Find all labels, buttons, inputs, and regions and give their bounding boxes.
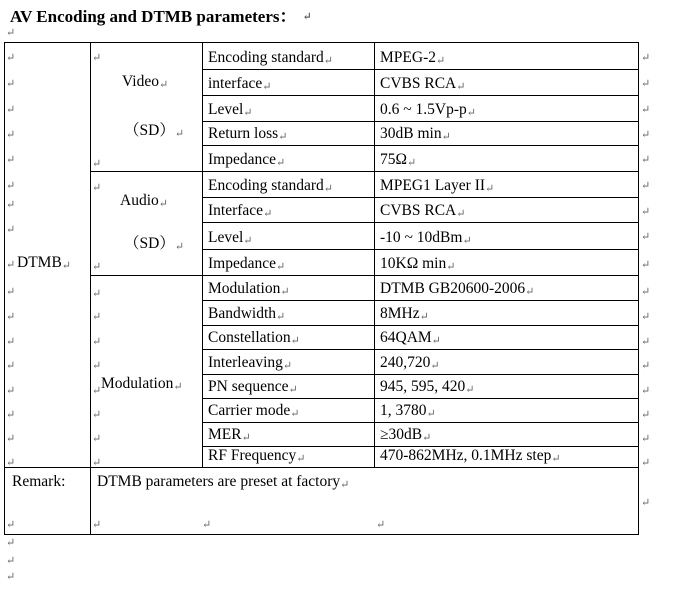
paragraph-mark: ↵	[462, 235, 472, 247]
paragraph-mark: ↵	[641, 286, 651, 298]
paragraph-mark: ↵	[525, 286, 535, 298]
paragraph-mark: ↵	[288, 384, 298, 396]
paragraph-mark: ↵	[290, 408, 300, 420]
param-name: Encoding standard↵	[208, 49, 334, 67]
paragraph-mark: ↵	[92, 288, 102, 300]
paragraph-mark: ↵	[6, 519, 16, 531]
paragraph-mark: ↵	[551, 453, 561, 465]
paragraph-mark: ↵	[262, 81, 272, 93]
paragraph-mark: ↵	[323, 55, 334, 67]
param-value: 1, 3780↵	[380, 402, 436, 420]
paragraph-mark: ↵	[466, 107, 476, 119]
paragraph-mark: ↵	[419, 311, 429, 323]
paragraph-mark: ↵	[641, 52, 651, 64]
paragraph-mark: ↵	[641, 409, 651, 421]
paragraph-mark: ↵	[282, 360, 293, 372]
paragraph-mark: ↵	[441, 131, 451, 143]
param-value: CVBS RCA↵	[380, 202, 466, 220]
paragraph-mark: ↵	[641, 433, 651, 445]
paragraph-mark: ↵	[6, 259, 16, 271]
paragraph-mark: ↵	[276, 311, 286, 323]
paragraph-mark: ↵	[278, 131, 288, 143]
paragraph-mark: ↵	[6, 336, 16, 348]
paragraph-mark: ↵	[641, 259, 651, 271]
paragraph-mark: ↵	[641, 385, 651, 397]
paragraph-mark: ↵	[641, 180, 651, 192]
paragraph-mark: ↵	[202, 519, 212, 531]
param-value: 945, 595, 420↵	[380, 378, 475, 396]
paragraph-mark: ↵	[276, 261, 286, 273]
paragraph-mark: ↵	[456, 208, 466, 220]
paragraph-mark: ↵	[6, 180, 16, 192]
paragraph-mark: ↵	[641, 497, 651, 509]
paragraph-mark: ↵	[92, 457, 102, 469]
paragraph-mark: ↵	[641, 154, 651, 166]
param-value: DTMB GB20600-2006↵	[380, 280, 535, 298]
param-value: 10KΩ min↵	[380, 255, 456, 273]
paragraph-mark: ↵	[6, 457, 16, 469]
paragraph-mark: ↵	[641, 457, 651, 469]
paragraph-mark: ↵	[92, 52, 102, 64]
param-value: MPEG1 Layer II↵	[380, 177, 495, 195]
paragraph-mark: ↵	[6, 537, 16, 549]
group-sublabel-video: （SD）↵	[124, 122, 185, 140]
paragraph-mark: ↵	[485, 183, 495, 195]
paragraph-mark: ↵	[323, 183, 334, 195]
paragraph-mark: ↵	[6, 385, 16, 397]
paragraph-mark: ↵	[92, 158, 102, 170]
paragraph-mark: ↵	[376, 519, 386, 531]
paragraph-mark: ↵	[92, 336, 102, 348]
paragraph-mark: ↵	[92, 182, 102, 194]
paragraph-mark: ↵	[92, 385, 102, 397]
param-name: Encoding standard↵	[208, 177, 334, 195]
paragraph-mark: ↵	[92, 360, 102, 372]
group-sublabel-audio: （SD）↵	[124, 235, 185, 253]
paragraph-mark: ↵	[92, 433, 102, 445]
group-label-audio: Audio↵	[120, 192, 168, 210]
param-name: Impedance↵	[208, 255, 286, 273]
paragraph-mark: ↵	[243, 107, 253, 119]
paragraph-mark: ↵	[6, 104, 16, 116]
paragraph-mark: ↵	[6, 129, 16, 141]
paragraph-mark: ↵	[6, 409, 16, 421]
paragraph-mark: ↵	[6, 154, 16, 166]
document-title	[10, 2, 312, 27]
paragraph-mark: ↵	[641, 311, 651, 323]
param-name: Carrier mode↵	[208, 402, 300, 420]
paragraph-mark: ↵	[6, 555, 16, 567]
paragraph-mark: ↵	[407, 157, 417, 169]
paragraph-mark: ↵	[6, 199, 16, 211]
param-name: RF Frequency↵	[208, 447, 306, 465]
param-name: Impedance↵	[208, 151, 286, 169]
paragraph-mark: ↵	[290, 335, 300, 347]
paragraph-mark: ↵	[641, 231, 651, 243]
param-name: PN sequence↵	[208, 378, 298, 396]
param-value: 240,720↵	[380, 354, 440, 372]
paragraph-mark: ↵	[6, 78, 16, 90]
param-value: MPEG-2↵	[380, 49, 446, 67]
param-name: Level↵	[208, 101, 253, 119]
paragraph-mark: ↵	[6, 52, 16, 64]
param-name: Level↵	[208, 229, 253, 247]
paragraph-mark: ↵	[641, 360, 651, 372]
paragraph-mark: ↵	[446, 261, 456, 273]
paragraph-mark: ↵	[6, 311, 16, 323]
param-value: 64QAM↵	[380, 329, 441, 347]
remark-text: DTMB parameters are preset at factory↵	[97, 473, 350, 491]
paragraph-mark: ↵	[6, 224, 16, 236]
paragraph-mark: ↵	[426, 408, 436, 420]
param-value: 0.6 ~ 1.5Vp-p↵	[380, 101, 476, 119]
paragraph-mark: ↵	[465, 384, 475, 396]
paragraph-mark: ↵	[276, 157, 286, 169]
paragraph-mark: ↵	[422, 432, 432, 444]
paragraph-mark: ↵	[456, 81, 466, 93]
paragraph-mark: ↵	[92, 261, 102, 273]
paragraph-mark: ↵	[92, 409, 102, 421]
title-text: AV Encoding and DTMB parameters：	[10, 7, 297, 26]
param-value: -10 ~ 10dBm↵	[380, 229, 472, 247]
paragraph-mark: ↵	[6, 433, 16, 445]
param-name: Interleaving↵	[208, 354, 293, 372]
param-value: ≥30dB↵	[380, 426, 432, 444]
group-label-modulation: Modulation↵	[101, 375, 183, 393]
param-value: 30dB min↵	[380, 125, 451, 143]
param-name: MER↵	[208, 426, 251, 444]
paragraph-mark: ↵	[430, 360, 440, 372]
param-value: 75Ω↵	[380, 151, 417, 169]
paragraph-mark: ↵	[435, 55, 446, 67]
paragraph-mark: ↵	[280, 286, 290, 298]
paragraph-mark: ↵	[92, 519, 102, 531]
paragraph-mark: ↵	[641, 78, 651, 90]
paragraph-mark: ↵	[641, 206, 651, 218]
paragraph-mark: ↵	[6, 286, 16, 298]
section-label-dtmb: DTMB↵	[17, 254, 72, 272]
paragraph-mark: ↵	[263, 208, 273, 220]
paragraph-mark: ↵	[641, 104, 651, 116]
remark-label: Remark:	[12, 473, 66, 490]
paragraph-mark: ↵	[6, 360, 16, 372]
paragraph-mark: ↵	[243, 235, 253, 247]
paragraph-mark: ↵	[302, 11, 312, 23]
param-value: CVBS RCA↵	[380, 75, 466, 93]
paragraph-mark: ↵	[296, 453, 306, 465]
param-value: 470-862MHz, 0.1MHz step↵	[380, 447, 561, 465]
param-name: interface↵	[208, 75, 272, 93]
param-value: 8MHz↵	[380, 305, 429, 323]
paragraph-mark: ↵	[241, 432, 251, 444]
paragraph-mark: ↵	[641, 336, 651, 348]
paragraph-mark: ↵	[641, 129, 651, 141]
param-name: Modulation↵	[208, 280, 290, 298]
paragraph-mark: ↵	[6, 571, 16, 583]
param-name: Constellation↵	[208, 329, 300, 347]
param-name: Interface↵	[208, 202, 273, 220]
paragraph-mark: ↵	[6, 27, 16, 39]
param-name: Bandwidth↵	[208, 305, 286, 323]
paragraph-mark: ↵	[431, 335, 441, 347]
group-label-video: Video↵	[122, 73, 169, 91]
paragraph-mark: ↵	[92, 311, 102, 323]
param-name: Return loss↵	[208, 125, 288, 143]
